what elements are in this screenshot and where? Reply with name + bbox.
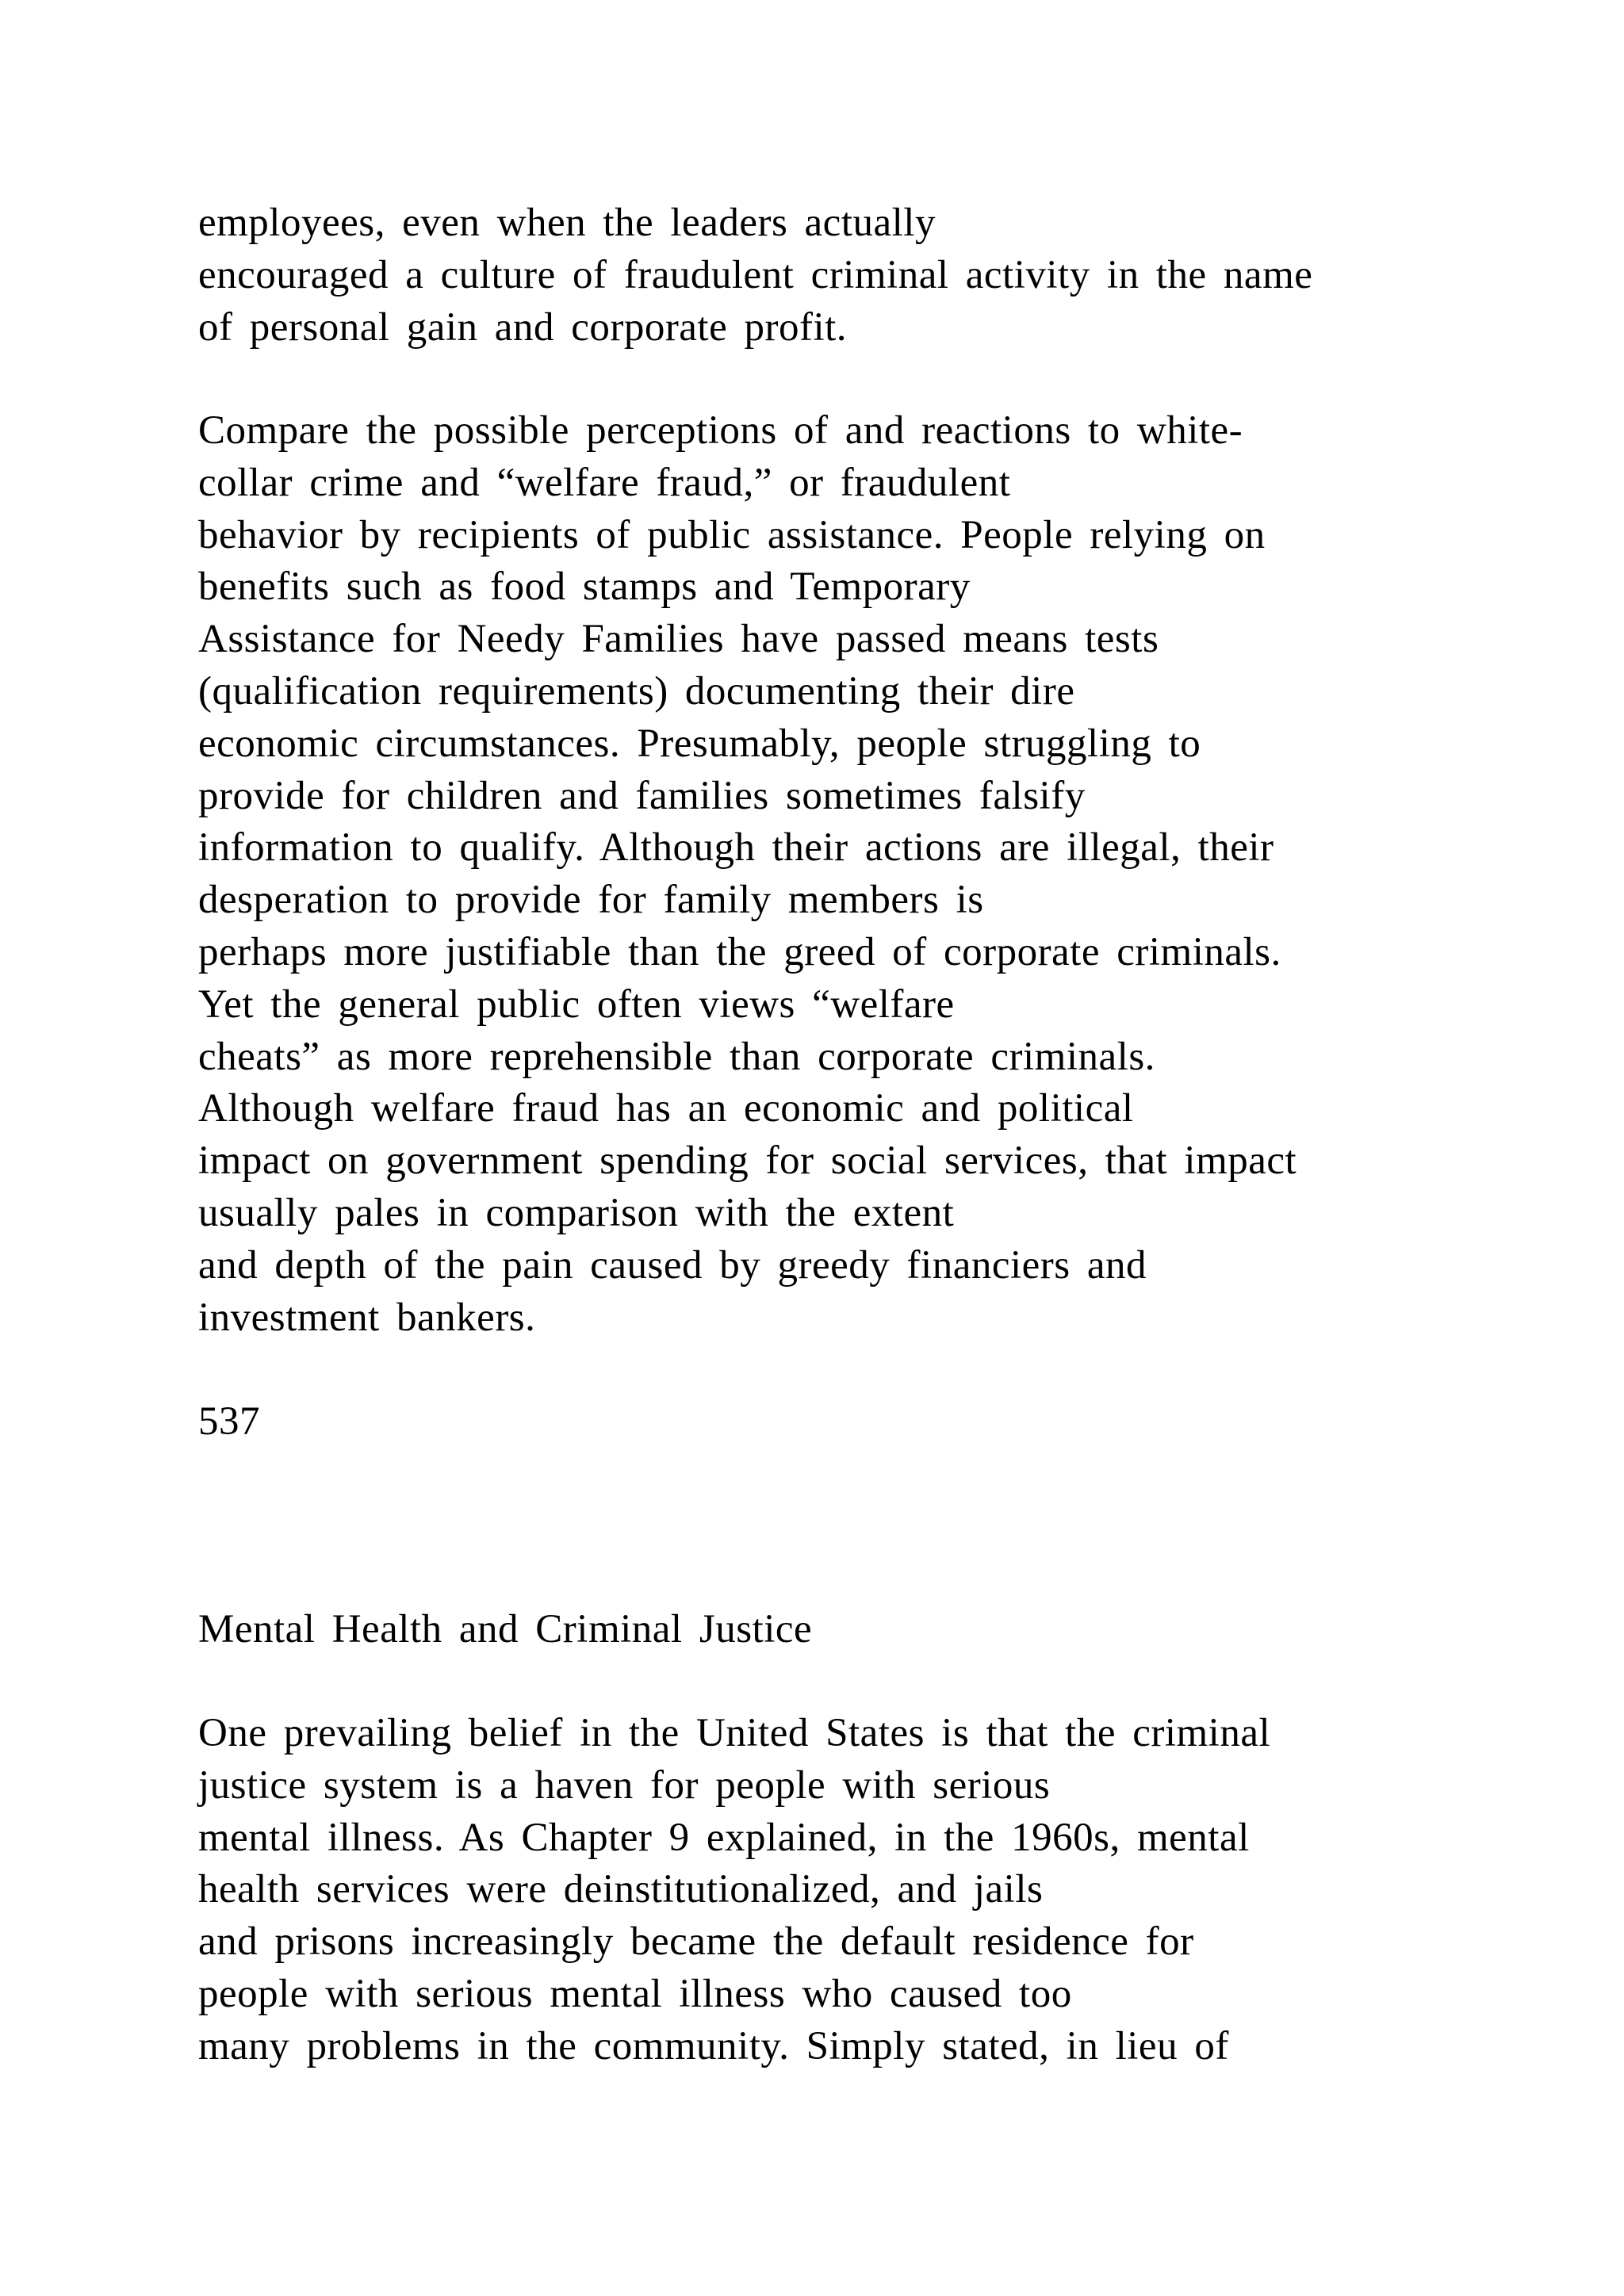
- text-line: desperation to provide for family members is: [198, 878, 984, 923]
- text-line: justice system is a haven for people with serious: [198, 1762, 1051, 1808]
- text-line: Although welfare fraud has an economic and political: [198, 1086, 1134, 1131]
- text-line: and prisons increasingly became the default residence for: [198, 1919, 1194, 1965]
- text-line: usually pales in comparison with the extent: [198, 1190, 955, 1235]
- text-line: of personal gain and corporate profit.: [198, 304, 848, 350]
- text-line: Compare the possible perceptions of and reactions to white-: [198, 408, 1243, 453]
- text-line: provide for children and families sometimes falsify: [198, 773, 1086, 818]
- text-line: and depth of the pain caused by greedy financiers and: [198, 1242, 1147, 1288]
- text-line: Assistance for Needy Families have passed means tests: [198, 617, 1159, 662]
- paragraph-continued: [198, 197, 1312, 354]
- text-line: Yet the general public often views “welfare: [198, 982, 955, 1027]
- text-line: health services were deinstitutionalized, and jails: [198, 1867, 1044, 1912]
- text-line: economic circumstances. Presumably, people struggling to: [198, 721, 1201, 766]
- text-line: benefits such as food stamps and Temporary: [198, 564, 971, 610]
- text-line: mental illness. As Chapter 9 explained, in the 1960s, mental: [198, 1815, 1250, 1860]
- text-line: impact on government spending for social services, that impact: [198, 1138, 1297, 1184]
- text-line: investment bankers.: [198, 1295, 536, 1340]
- page-number: [198, 1396, 260, 1448]
- text-line: encouraged a culture of fraudulent criminal activity in the name: [198, 252, 1313, 297]
- text-line: collar crime and “welfare fraud,” or fraudulent: [198, 460, 1011, 505]
- section-heading-text: Mental Health and Criminal Justice: [198, 1607, 813, 1651]
- paragraph-mental-health: [198, 1708, 1270, 2073]
- text-line: information to qualify. Although their actions are illegal, their: [198, 825, 1274, 871]
- text-line: people with serious mental illness who caused too: [198, 1971, 1072, 2016]
- text-line: many problems in the community. Simply stated, in lieu of: [198, 2023, 1229, 2068]
- text-line: One prevailing belief in the United States is that the criminal: [198, 1711, 1271, 1755]
- text-line: cheats” as more reprehensible than corporate criminals.: [198, 1034, 1155, 1079]
- text-line: (qualification requirements) documenting their dire: [198, 668, 1075, 714]
- page-number-text: 537: [198, 1399, 260, 1444]
- text-line: employees, even when the leaders actually: [198, 201, 936, 245]
- paragraph-welfare-fraud: [198, 405, 1297, 1344]
- section-heading: [198, 1604, 812, 1656]
- text-line: perhaps more justifiable than the greed of corporate criminals.: [198, 929, 1281, 974]
- text-line: behavior by recipients of public assistance. People relying on: [198, 512, 1266, 557]
